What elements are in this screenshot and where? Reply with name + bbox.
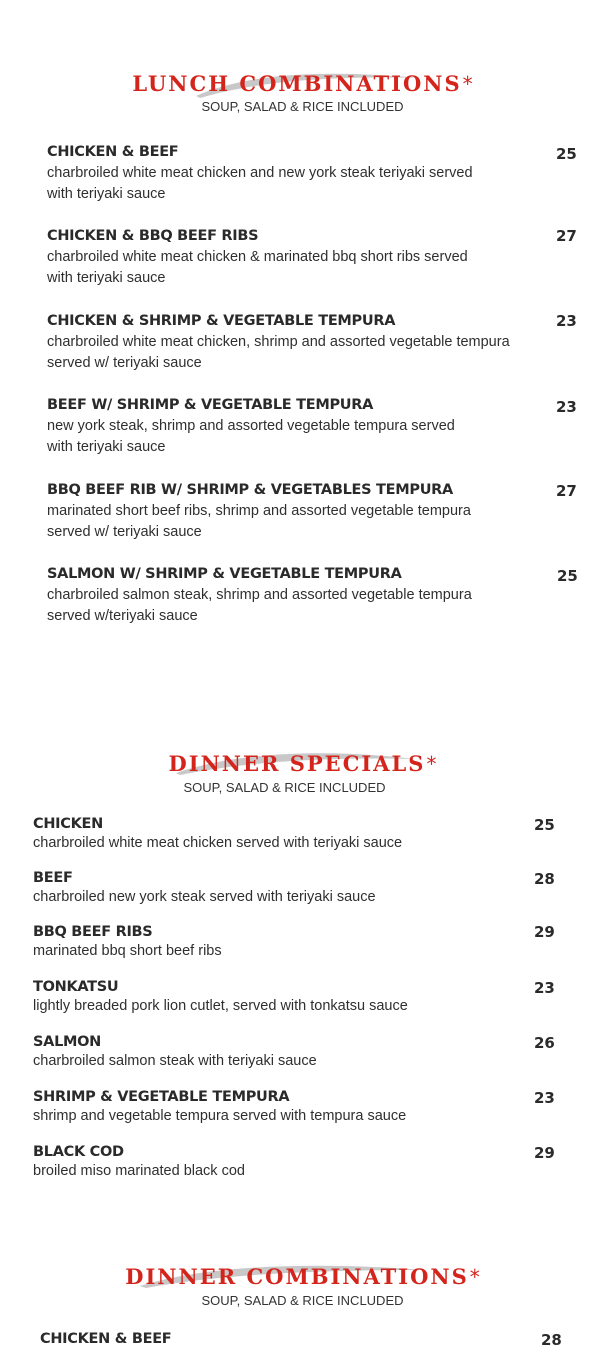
item-description: charbroiled white meat chicken & marinated bbq short ribs served with teriyaki sauce <box>47 249 468 286</box>
menu-item <box>47 312 510 374</box>
item-name: BBQ BEEF RIBS <box>33 924 153 940</box>
lunch-header <box>0 64 605 124</box>
item-price: 26 <box>534 1034 555 1052</box>
menu-item <box>47 565 472 627</box>
item-description: charbroiled white meat chicken and new york steak teriyaki served with teriyaki sauce <box>47 165 473 202</box>
item-price: 28 <box>541 1331 562 1349</box>
item-name: CHICKEN & BBQ BEEF RIBS <box>47 228 259 244</box>
item-name: CHICKEN & BEEF <box>47 144 179 160</box>
item-price: 23 <box>534 1089 555 1107</box>
item-price: 23 <box>556 398 577 416</box>
item-price: 23 <box>534 979 555 997</box>
item-description: charbroiled white meat chicken served with teriyaki sauce <box>33 835 403 851</box>
menu-item <box>47 396 455 458</box>
item-name: TONKATSU <box>33 979 119 995</box>
menu-item <box>47 143 473 205</box>
dinner-combinations-subtitle: SOUP, SALAD & RICE INCLUDED <box>201 1293 404 1308</box>
item-description: marinated bbq short beef ribs <box>33 943 222 959</box>
dinner-combinations-title: DINNER COMBINATIONS* <box>125 1264 480 1289</box>
item-price: 29 <box>534 1144 555 1162</box>
lunch-subtitle: SOUP, SALAD & RICE INCLUDED <box>201 99 404 114</box>
item-name: CHICKEN & SHRIMP & VEGETABLE TEMPURA <box>47 313 396 329</box>
item-price: 25 <box>557 567 578 585</box>
item-name: SALMON <box>33 1034 101 1050</box>
dinner-specials-header <box>0 745 605 805</box>
item-price: 27 <box>556 482 577 500</box>
item-description: marinated short beef ribs, shrimp and assorted vegetable tempura served w/ teriyaki sauce <box>47 503 471 540</box>
item-description: charbroiled white meat chicken, shrimp and assorted vegetable tempura served w/ teriyaki sauce <box>47 334 510 371</box>
menu-item <box>33 815 402 854</box>
item-description: charbroiled salmon steak with teriyaki sauce <box>33 1053 317 1069</box>
menu-item <box>33 1143 245 1182</box>
item-price: 25 <box>534 816 555 834</box>
item-price: 25 <box>556 145 577 163</box>
item-name: BEEF W/ SHRIMP & VEGETABLE TEMPURA <box>47 397 374 413</box>
item-description: lightly breaded pork lion cutlet, served with tonkatsu sauce <box>33 998 408 1014</box>
dinner-combinations-header <box>0 1258 605 1318</box>
dinner-specials-title: DINNER SPECIALS* <box>168 751 437 776</box>
item-price: 23 <box>556 312 577 330</box>
item-description: broiled miso marinated black cod <box>33 1163 245 1179</box>
menu-item <box>33 978 408 1017</box>
item-description: charbroiled new york steak served with teriyaki sauce <box>33 889 376 905</box>
item-name: SALMON W/ SHRIMP & VEGETABLE TEMPURA <box>47 566 402 582</box>
menu-item <box>47 227 468 289</box>
menu-item <box>47 481 471 543</box>
item-name: BEEF <box>33 870 73 886</box>
dinner-specials-subtitle: SOUP, SALAD & RICE INCLUDED <box>183 780 386 795</box>
item-price: 29 <box>534 923 555 941</box>
item-price: 28 <box>534 870 555 888</box>
item-name: CHICKEN & BEEF <box>40 1331 172 1347</box>
item-description: new york steak, shrimp and assorted vegetable tempura served with teriyaki sauce <box>47 418 455 455</box>
menu-item <box>33 923 222 962</box>
item-description: charbroiled salmon steak, shrimp and assorted vegetable tempura served w/teriyaki sauce <box>47 587 472 624</box>
item-description: shrimp and vegetable tempura served with tempura sauce <box>33 1108 407 1124</box>
item-price: 27 <box>556 227 577 245</box>
item-name: CHICKEN <box>33 816 103 832</box>
item-name: BLACK COD <box>33 1144 124 1160</box>
menu-item <box>33 869 376 908</box>
menu-item <box>33 1088 406 1127</box>
lunch-title: LUNCH COMBINATIONS* <box>132 71 473 96</box>
item-name: BBQ BEEF RIB W/ SHRIMP & VEGETABLES TEMPURA <box>47 482 453 498</box>
menu-item <box>40 1330 171 1348</box>
menu-item <box>33 1033 317 1072</box>
item-name: SHRIMP & VEGETABLE TEMPURA <box>33 1089 290 1105</box>
